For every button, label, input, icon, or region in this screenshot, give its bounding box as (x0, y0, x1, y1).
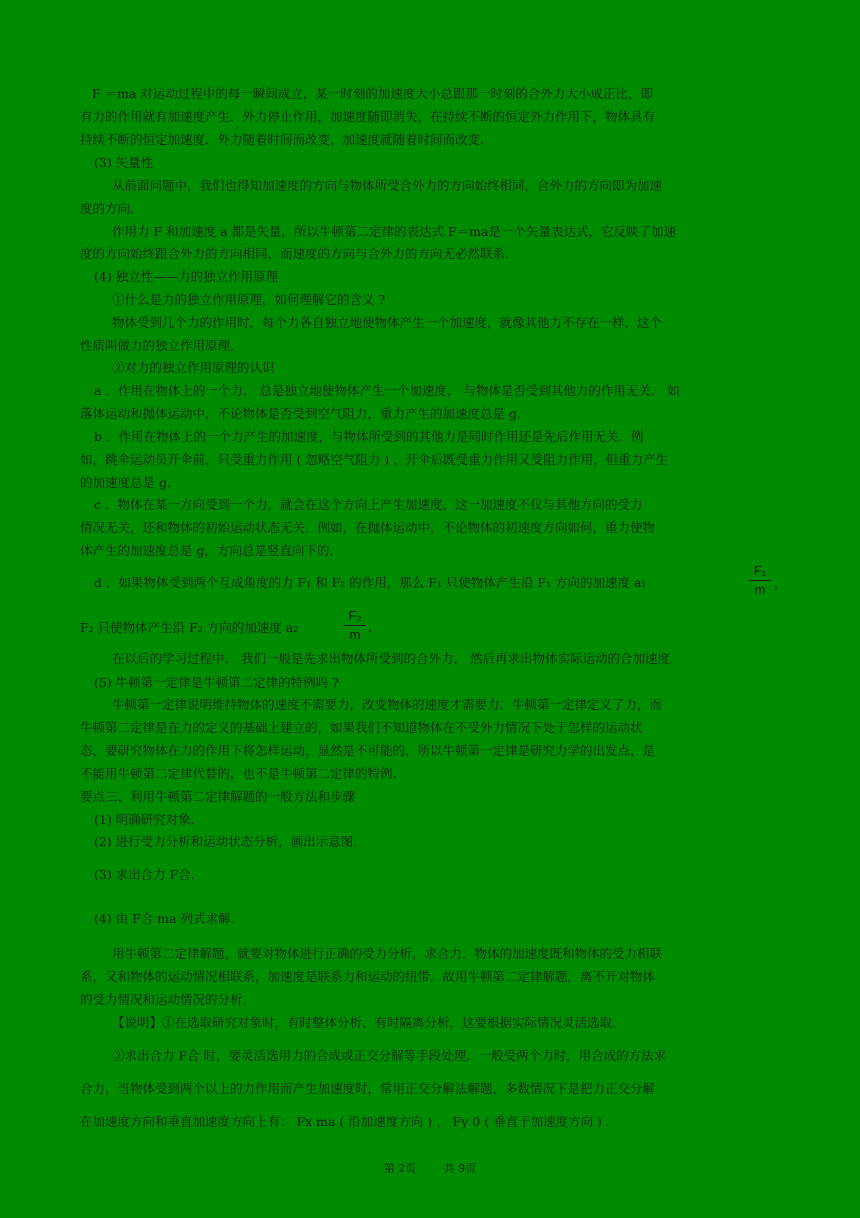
fraction-bar (749, 580, 771, 581)
text-line: 如，跳伞运动员开伞前，只受重力作用 ( 忽略空气阻力 ) ，开伞后既受重力作用又受阻力作用，但重力产生 (80, 452, 669, 467)
text-line: 用牛顿第二定律解题，就要对物体进行正确的受力分析，求合力．物体的加速度既和物体的受力相联 (112, 946, 663, 961)
punctuation: ， (774, 575, 787, 590)
fraction-bar (344, 625, 366, 626)
note-line: ②求出合力 F合 时，要灵活选用力的合成或正交分解等手段处理．一般受两个力时，用合成的方法求 (112, 1048, 667, 1063)
page-number: 第 2页 (383, 1162, 417, 1175)
text-line: 性质叫做力的独立作用原理． (80, 338, 243, 353)
text-line: 合力，当物体受到两个以上的力作用而产生加速度时，常用正交分解法解题，多数情况下是把力正交分解 (80, 1081, 656, 1096)
text-line: 不能用牛顿第二定律代替的，也不是牛顿第二定律的特例． (80, 766, 406, 781)
list-item: (2) 进行受力分析和运动状态分析，画出示意图． (94, 834, 366, 849)
text-line: ①什么是力的独立作用原理，如何理解它的含义 ? (112, 292, 386, 307)
list-item: (3) 求出合力 F合． (94, 867, 204, 882)
text-line: 态，要研究物体在力的作用下将怎样运动，显然是不可能的，所以牛顿第一定律是研究力学的出发点，是 (80, 743, 656, 758)
note-line: 【说明】①在选取研究对象时，有时整体分析、有时隔离分析，这要根据实际情况灵活选取． (112, 1015, 625, 1030)
fraction-f1-over-m (749, 563, 771, 598)
section-heading: (4) 独立性——力的独立作用原理 (94, 269, 279, 284)
text-line: 在加速度方向和垂直加速度方向上有： Fx ma ( 沿加速度方向 ) ， Fy 0 ( 垂直于加速度方向 ) ． (80, 1114, 619, 1129)
text-line: d ．如果物体受到两个互成角度的力 F₁ 和 F₂ 的作用，那么 F₁ 只使物体产生沿 F₁ 方向的加速度 a₁ (94, 575, 647, 590)
text-line: 系，又和物体的运动情况相联系，加速度是联系力和运动的纽带．故用牛顿第二定律解题，离不开对物体 (80, 969, 656, 984)
text-line: 物体受到几个力的作用时，每个力各自独立地使物体产生一个加速度，就像其他力不存在一样，这个 (112, 315, 663, 330)
section-heading: (5) 牛顿第一定律是牛顿第二定律的特例吗 ? (94, 675, 339, 690)
fraction-numerator: F₂ (348, 608, 362, 623)
text-line: 度的方向始终跟合外力的方向相同，而速度的方向与合外力的方向无必然联系． (80, 246, 518, 261)
text-line: 的加速度总是 g． (80, 475, 180, 490)
text-line: c ．物体在某一方向受到一个力，就会在这个方向上产生加速度，这一加速度不仅与其他方向的受力 (94, 497, 643, 512)
text-line: 从前面问题中，我们也得知加速度的方向与物体所受合外力的方向始终相同，合外力的方向即为加速 (112, 178, 663, 193)
fraction-denominator: m (754, 582, 766, 597)
text-line: 落体运动和抛体运动中，不论物体是否受到空气阻力，重力产生的加速度总是 g． (80, 406, 530, 421)
fraction-f2-over-m (344, 608, 366, 643)
text-line: F₂ 只使物体产生沿 F₂ 方向的加速度 a₂ (80, 620, 299, 635)
text-line: 牛顿第一定律说明维持物体的速度不需要力，改变物体的速度才需要力．牛顿第一定律定义了力，而 (112, 697, 663, 712)
list-item: (4) 由 F合 ma 列式求解． (94, 911, 244, 926)
text-line: 体产生的加速度总是 g，方向总是竖直向下的． (80, 543, 342, 558)
page-total: 共 9页 (443, 1162, 477, 1175)
text-line: 作用力 F 和加速度 a 都是矢量，所以牛顿第二定律的表达式 F＝ma是一个矢量表达式，它反映了加速 (112, 224, 676, 239)
text-line: F ＝ma 对运动过程中的每一瞬间成立，某一时刻的加速度大小总跟那一时刻的合外力大小成正比，即 (92, 86, 653, 101)
fraction-denominator: m (349, 627, 361, 642)
section-title: 要点三、利用牛顿第二定律解题的一般方法和步骤 (80, 789, 356, 804)
page-footer (0, 1162, 860, 1176)
text-line: 持续不断的恒定加速度．外力随着时间而改变，加速度就随着时间而改变． (80, 132, 493, 147)
text-line: 的受力情况和运动情况的分析． (80, 992, 256, 1007)
text-line: 情况无关，还和物体的初始运动状态无关．例如，在抛体运动中，不论物体的初速度方向如何，重力使物 (80, 520, 656, 535)
fraction-numerator: F₁ (753, 563, 767, 578)
text-line: ②对力的独立作用原理的认识 (112, 360, 275, 375)
text-line: 度的方向． (80, 201, 143, 216)
list-item: (1) 明确研究对象． (94, 812, 204, 827)
text-line: 在以后的学习过程中， 我们一般是先求出物体所受到的合外力， 然后再求出物体实际运动的合加速度． (112, 651, 683, 666)
section-heading: (3) 矢量性 (94, 155, 154, 170)
punctuation: ． (368, 620, 381, 635)
text-line: 有力的作用就有加速度产生．外力停止作用，加速度随即消失，在持续不断的恒定外力作用下，物体具有 (80, 109, 656, 124)
text-line: 牛顿第二定律是在力的定义的基础上建立的，如果我们不知道物体在不受外力情况下处于怎样的运动状 (80, 720, 643, 735)
text-line: a ．作用在物体上的一个力， 总是独立地使物体产生一个加速度， 与物体是否受到其他力的作用无关． 如 (94, 383, 680, 398)
text-line: b ．作用在物体上的一个力产生的加速度，与物体所受到的其他力是同时作用还是先后作用无关．例 (94, 429, 644, 444)
